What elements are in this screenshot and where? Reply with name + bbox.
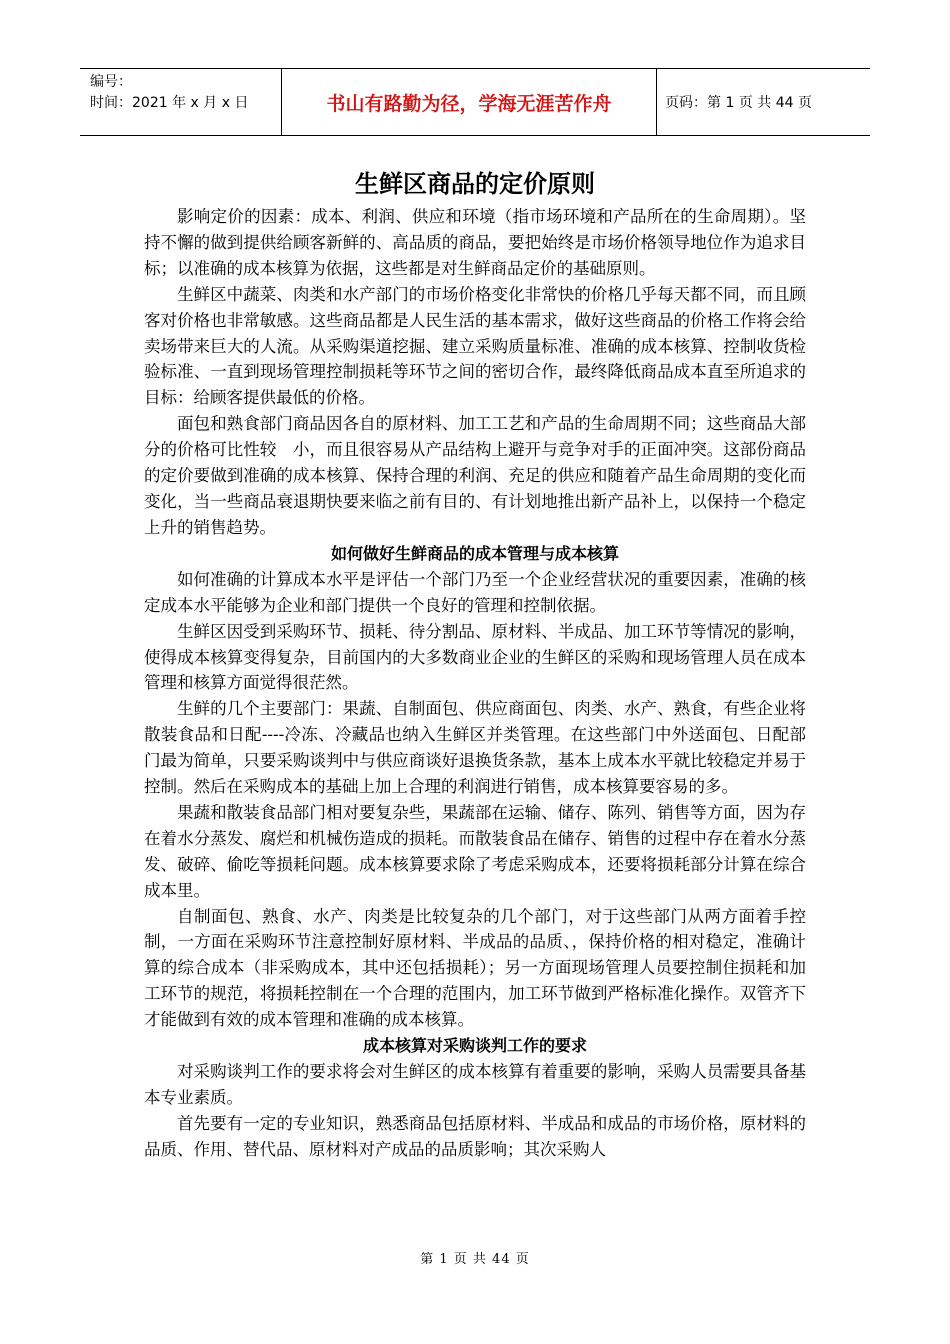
section-heading: 如何做好生鲜商品的成本管理与成本核算 xyxy=(330,543,619,563)
paragraph: 生鲜的几个主要部门：果蔬、自制面包、供应商面包、肉类、水产、熟食，有些企业将散装食品和日配----冷冻、冷藏品也纳入生鲜区并类管理。在这些部门中外送面包、日配部门最为简单，只要采购谈判中与供应商谈好退换货条款，基本上成本水平就比较稳定并易于控制。然后在采购成本的基础上加上合理的利润进行销售，成本核算要容易的多。 xyxy=(144,699,806,797)
document-title: 生鲜区商品的定价原则 xyxy=(355,170,595,198)
paragraph: 如何准确的计算成本水平是评估一个部门乃至一个企业经营状况的重要因素，准确的核定成本水平能够为企业和部门提供一个良好的管理和控制依据。 xyxy=(144,569,806,615)
header-meta xyxy=(80,69,282,135)
paragraph: 影响定价的因素：成本、利润、供应和环境（指市场环境和产品所在的生命周期）。坚持不懈的做到提供给顾客新鲜的、高品质的商品，要把始终是市场价格领导地位作为追求目标；以准确的成本核算为依据，这些都是对生鲜商品定价的基础原则。 xyxy=(144,207,806,278)
page-footer: 第 1 页 共 44 页 xyxy=(420,1252,530,1267)
paragraph: 生鲜区因受到采购环节、损耗、待分割品、原材料、半成品、加工环节等情况的影响，使得成本核算变得复杂，目前国内的大多数商业企业的生鲜区的采购和现场管理人员在成本管理和核算方面觉得很茫然。 xyxy=(144,621,806,693)
paragraph: 首先要有一定的专业知识，熟悉商品包括原材料、半成品和成品的市场价格，原材料的品质、作用、替代品、原材料对产成品的品质影响；其次采购人 xyxy=(144,1113,806,1159)
header-motto: 书山有路勤为径，学海无涯苦作舟 xyxy=(282,69,657,135)
paragraph: 面包和熟食部门商品因各自的原材料、加工工艺和产品的生命周期不同；这些商品大部分的价格可比性较 小，而且很容易从产品结构上避开与竞争对手的正面冲突。这部份商品的定价要做到准确的成本核算、保持合理的利润、充足的供应和随着产品生命周期的变化而变化，当一些商品衰退期快要来临之前有目的、有计划地推出新产品补上，以保持一个稳定上升的销售趋势。 xyxy=(144,414,806,537)
paragraph: 果蔬和散装食品部门相对要复杂些，果蔬部在运输、储存、陈列、销售等方面，因为存在着水分蒸发、腐烂和机械伤造成的损耗。而散装食品在储存、销售的过程中存在着水分蒸发、破碎、偷吃等损耗问题。成本核算要求除了考虑采购成本，还要将损耗部分计算在综合成本里。 xyxy=(144,802,806,900)
paragraph: 对采购谈判工作的要求将会对生鲜区的成本核算有着重要的影响，采购人员需要具备基本专业素质。 xyxy=(144,1062,806,1107)
header-page-info: 页码：第 1 页 共 44 页 xyxy=(665,95,812,111)
document-body xyxy=(144,160,806,1163)
paragraph: 自制面包、熟食、水产、肉类是比较复杂的几个部门，对于这些部门从两方面着手控制，一方面在采购环节注意控制好原材料、半成品的品质、，保持价格的相对稳定，准确计算的综合成本（非采购成本，其中还包括损耗）；另一方面现场管理人员要控制住损耗和加工环节的规范，将损耗控制在一个合理的范围内，加工环节做到严格标准化操作。双管齐下才能做到有效的成本管理和准确的成本核算。 xyxy=(144,906,806,1030)
time-label: 时间：2021 年 x 月 x 日 xyxy=(90,95,249,111)
number-label: 编号： xyxy=(90,74,132,90)
document-header xyxy=(80,68,870,136)
section-heading: 成本核算对采购谈判工作的要求 xyxy=(362,1036,587,1056)
paragraph: 生鲜区中蔬菜、肉类和水产部门的市场价格变化非常快的价格几乎每天都不同，而且顾客对价格也非常敏感。这些商品都是人民生活的基本需求，做好这些商品的价格工作将会给卖场带来巨大的人流。从采购渠道挖掘、建立采购质量标准、准确的成本核算、控制收货检验标准、一直到现场管理控制损耗等环节之间的密切合作，最终降低商品成本直至所追求的目标：给顾客提供最低的价格。 xyxy=(144,284,806,408)
